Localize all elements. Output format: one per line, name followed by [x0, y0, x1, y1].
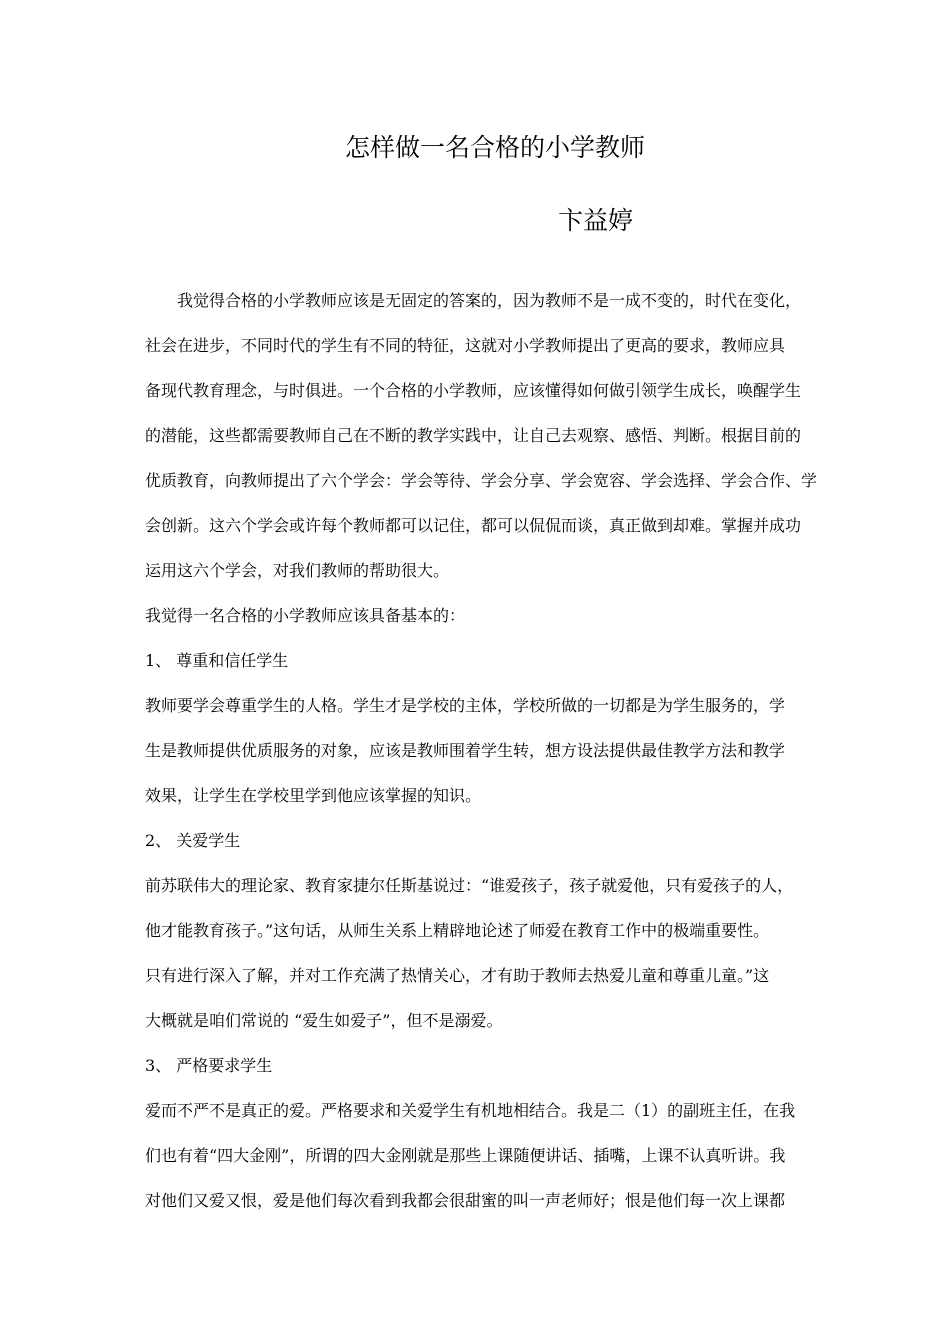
paragraph-line: 对他们又爱又恨，爱是他们每次看到我都会很甜蜜的叫一声老师好；恨是他们每一次上课都 [145, 1191, 786, 1210]
section-heading-2: 2、 关爱学生 [145, 831, 241, 850]
paragraph-line: 会创新。这六个学会或许每个教师都可以记住，都可以侃侃而谈，真正做到却难。掌握并成功 [145, 516, 802, 535]
document-title: 怎样做一名合格的小学教师 [344, 133, 645, 162]
section-heading-3: 3、 严格要求学生 [145, 1056, 273, 1075]
paragraph-line: 生是教师提供优质服务的对象，应该是教师围着学生转，想方设法提供最佳教学方法和教学 [145, 741, 786, 760]
paragraph-line: 教师要学会尊重学生的人格。学生才是学校的主体，学校所做的一切都是为学生服务的，学 [145, 696, 786, 715]
paragraph-line: 爱而不严不是真正的爱。严格要求和关爱学生有机地相结合。我是二（1）的副班主任，在我 [145, 1101, 796, 1120]
paragraph-line: 前苏联伟大的理论家、教育家捷尔任斯基说过：“谁爱孩子，孩子就爱他，只有爱孩子的人， [145, 876, 794, 895]
paragraph-line: 我觉得合格的小学教师应该是无固定的答案的，因为教师不是一成不变的，时代在变化， [145, 291, 802, 310]
paragraph-line: 备现代教育理念，与时俱进。一个合格的小学教师，应该懂得如何做引领学生成长，唤醒学生 [145, 381, 802, 400]
paragraph-line: 运用这六个学会，对我们教师的帮助很大。 [145, 561, 450, 580]
paragraph-line: 们也有着“四大金刚”，所谓的四大金刚就是那些上课随便讲话、插嘴，上课不认真听讲。我 [145, 1146, 786, 1165]
paragraph-line: 只有进行深入了解，并对工作充满了热情关心，才有助于教师去热爱儿童和尊重儿童。”这 [145, 966, 770, 985]
section-heading-1: 1、 尊重和信任学生 [145, 651, 289, 670]
document-author: 卞益婷 [558, 206, 634, 235]
paragraph-line: 效果，让学生在学校里学到他应该掌握的知识。 [145, 786, 482, 805]
paragraph-line: 的潜能，这些都需要教师自己在不断的教学实践中，让自己去观察、感悟、判断。根据目前的 [145, 426, 802, 445]
paragraph-line: 他才能教育孩子。”这句话，从师生关系上精辟地论述了师爱在教育工作中的极端重要性。 [145, 921, 770, 940]
paragraph-line: 大概就是咱们常说的 “爱生如爱子”，但不是溺爱。 [145, 1011, 503, 1030]
paragraph-line: 社会在进步，不同时代的学生有不同的特征，这就对小学教师提出了更高的要求，教师应具 [145, 336, 786, 355]
paragraph-line: 优质教育，向教师提出了六个学会：学会等待、学会分享、学会宽容、学会选择、学会合作、学 [145, 471, 818, 490]
intro-line: 我觉得一名合格的小学教师应该具备基本的： [145, 606, 466, 625]
